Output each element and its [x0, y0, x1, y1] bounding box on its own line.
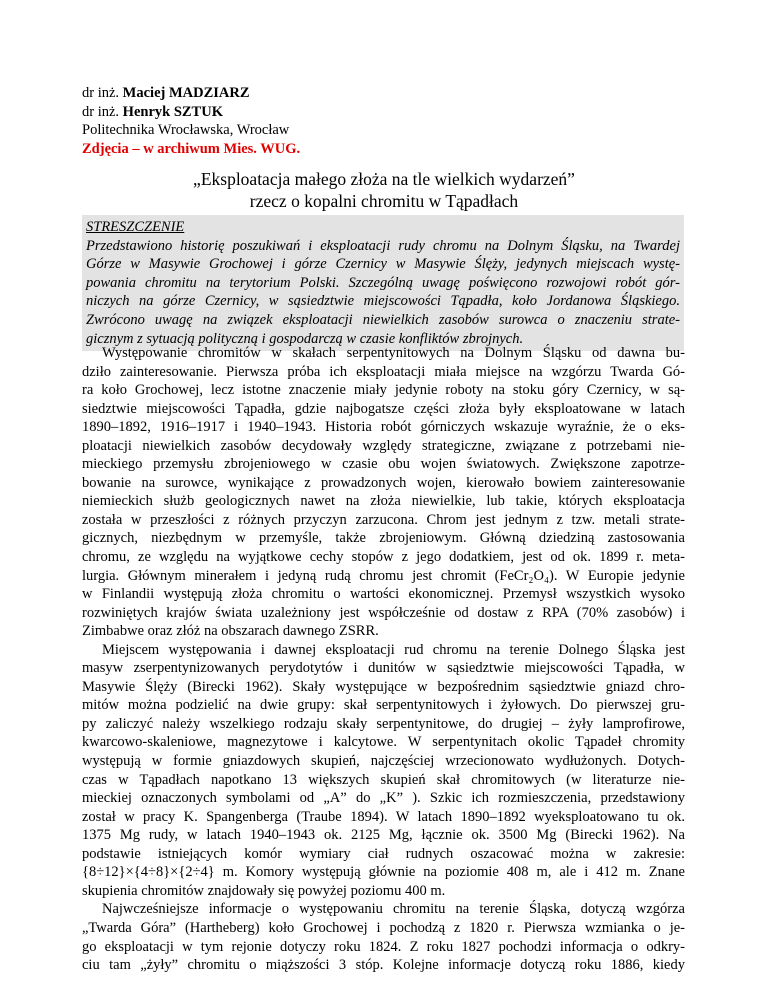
paragraph-line: 1890–1892, 1916–1917 i 1940–1943. Historia robót górniczych wskazuje wyraźnie, że o eks- [82, 419, 685, 436]
abstract-line: gicznym z sytuacją polityczną i gospodarczą w czasie konfliktów zbrojnych. [86, 330, 524, 347]
paragraph-line: bowanie na surowce, wynikające z prowadzonych wojen, kierowało bowiem zainteresowanie [82, 474, 685, 491]
paragraph-line: kwarcowo-skaleniowe, magnezytowe i kalcytowe. W serpentynitach okolic Tąpadeł chromity [82, 734, 685, 751]
paragraph-line: mitów można podzielić na dwie grupy: skał serpentynitowych i żyłowych. Do pierwszej gru- [82, 697, 685, 714]
paragraph-line: Występowanie chromitów w skałach serpentynitowych na Dolnym Śląsku od dawna bu- [102, 345, 685, 361]
paragraph-line: siedztwie miejscowości Tąpadła, gdzie najbogatsze części złoża były eksploatowane w latach [82, 400, 685, 417]
paragraph-line: czas w Tąpadłach napotkano 13 większych skupień skał chromitowych (w literaturze nie- [82, 771, 685, 788]
paragraph-line: rozwiniętych krajów świata uzależniony jest współcześnie od dostaw z RPA (70% zasobów) i [82, 604, 685, 621]
paragraph-line: Najwcześniejsze informacje o występowaniu chromitu na terenie Śląska, dotyczą wzgórza [102, 901, 685, 918]
paragraph-line: 1375 Mg rudy, w latach 1940–1943 ok. 2125 Mg, łącznie ok. 3500 Mg (Birecki 1962). Na [82, 827, 685, 844]
paragraph-line: ciu tam „żyły” chromitu o miąższości 3 stóp. Kolejne informacje dotyczą roku 1886, kiedy [82, 957, 685, 974]
paragraph-line: ploatacji niewielkich zasobów decydowały względy strategiczne, związane z potrzebami nie- [82, 437, 685, 454]
paragraph-line: mieckiego przemysłu zbrojeniowego w czasie obu wojen światowych. Zwiększone zapotrze- [82, 456, 685, 473]
author-2: dr inż. Henryk SZTUK [82, 103, 223, 120]
paragraph [82, 344, 685, 641]
paragraph-line: „Twarda Góra” (Hartheberg) koło Grochowej i pochodzą z 1820 r. Pierwsza wzmianka o je- [82, 919, 685, 936]
article-body [82, 344, 685, 975]
abstract-heading: STRESZCZENIE [86, 219, 185, 235]
author-2-name: Henryk SZTUK [122, 103, 223, 120]
paragraph [82, 641, 685, 901]
paragraph-line: podstawie istniejących komór wymiary ciał rudnych oszacować można w zakresie: [82, 845, 685, 862]
abstract-line: Przedstawiono historię poszukiwań i eksploatacji rudy chromu na Dolnym Śląsku, na Twardej [86, 237, 680, 254]
abstract-line: Zwrócono uwagę na związek eksploatacji niewielkich zasobów surowca o znaczeniu strate- [86, 311, 680, 328]
paragraph-line: py zaliczyć należy wszelkiego rodzaju skały serpentynitowe, do drugiej – żyły lamprofirowe, [82, 715, 685, 732]
paragraph-line: została w przeszłości z różnych przyczyn zarzucona. Chrom jest jednym z tzw. metali strate- [82, 511, 685, 528]
paragraph-line: lurgia. Głównym minerałem i jedyną rudą chromu jest chromit (FeCr₂O₄). W Europie jedynie [82, 567, 685, 584]
paragraph-line: Zimbabwe oraz złóż na obszarach dawnego ZSRR. [82, 623, 379, 640]
paragraph-line: mieckiej oznaczonych symbolami od „A” do „K” ). Szkic ich rozmieszczenia, przedstawiony [82, 790, 685, 807]
abstract-line: niczych na górze Czernicy, w sąsiedztwie miejscowości Tąpadła, koło Jordanowa Śląskiego. [86, 293, 680, 310]
photo-credit: Zdjęcia – w archiwum Mies. WUG. [82, 140, 301, 157]
author-1-name: Maciej MADZIARZ [122, 85, 250, 101]
paragraph-line: chromu, ze względu na wyjątkowe cechy stopów z jego dodatkiem, jest od ok. 1899 r. meta- [82, 549, 685, 566]
paragraph-line: niemieckich służb geologicznych nawet na złoża niewielkie, lub takie, których eksploatacja [82, 493, 685, 510]
author-block [82, 84, 300, 158]
paragraph-line: go eksploatacji w tym rejonie dotyczy roku 1824. Z roku 1827 pochodzi informacja o odkry- [82, 938, 685, 955]
paragraph-line: został w pracy K. Spangenberga (Traube 1894). W latach 1890–1892 wyeksploatowano tu ok. [82, 808, 685, 825]
paragraph-line: Miejscem występowania i dawnej eksploatacji rud chromu na terenie Dolnego Śląska jest [102, 641, 685, 658]
paragraph-line: występują w formie gniazdowych skupień, najczęściej wrzecionowato wydłużonych. Dotych- [82, 753, 685, 770]
title-line-1: „Eksploatacja małego złoża na tle wielkich wydarzeń” [193, 169, 575, 189]
paragraph-line: gicznych, niezbędnym w przemyśle, także zbrojeniowym. Główną dziedziną zastosowania [82, 530, 685, 547]
paragraph-line: ra koło Grochowej, lecz istotne znaczenie miały jedynie roboty na stoku góry Czernicy, w są- [82, 382, 685, 399]
article-title [0, 168, 768, 212]
paragraph-line: {8÷12}×{4÷8}×{2÷4} m. Komory występują głównie na poziomie 408 m, ale i 412 m. Znane [82, 864, 685, 881]
title-line-2: rzecz o kopalni chromitu w Tąpadłach [249, 191, 519, 211]
paragraph-line: Masywie Ślęży (Birecki 1962). Skały występujące w bezpośrednim sąsiedztwie gniazd chro- [82, 678, 685, 695]
paragraph-line: dziło zainteresowanie. Pierwsza próba ich eksploatacji miała miejsce na wzgórzu Twarda Gó- [82, 363, 685, 380]
paragraph-line: w Finlandii występują złoża chromitu o wartości ekonomicznej. Przemysł wszystkich wysoko [82, 586, 685, 603]
author-1: dr inż. Maciej MADZIARZ [82, 85, 250, 101]
paragraph-line: masyw zserpentynizowanych perydotytów i dunitów w sąsiedztwie miejscowości Tąpadła, w [82, 660, 685, 677]
abstract-line: Górze w Masywie Grochowej i górze Czernicy w Masywie Ślęży, jedynych miejscach wystę- [86, 256, 680, 273]
abstract-line: powania chromitu na terytorium Polski. Szczególną uwagę poświęcono rozwojowi robót gór- [86, 274, 680, 291]
paragraph-line: skupienia chromitów znajdowały się powyżej poziomu 400 m. [82, 882, 446, 899]
paragraph [82, 900, 685, 974]
abstract-box [82, 215, 684, 351]
affiliation: Politechnika Wrocławska, Wrocław [82, 122, 290, 138]
